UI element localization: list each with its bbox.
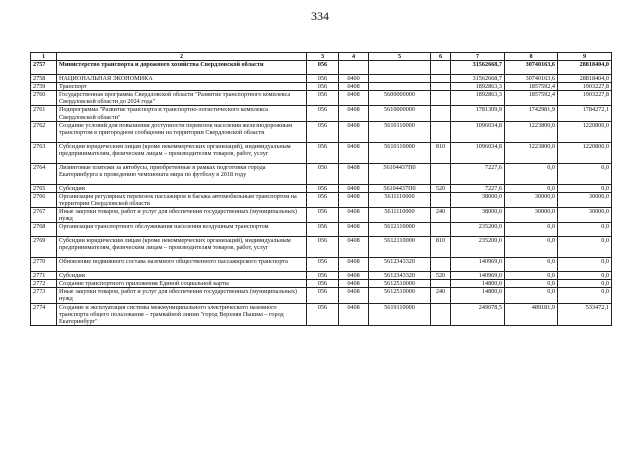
- ministry-code: 056: [307, 192, 339, 207]
- section-code: 0408: [339, 280, 369, 288]
- row-number: 2760: [31, 91, 57, 106]
- table-body: [31, 61, 612, 326]
- table-row: [31, 163, 612, 184]
- row-number: 2769: [31, 237, 57, 258]
- ministry-code: 056: [307, 258, 339, 272]
- table-row: [31, 258, 612, 272]
- expense-type-code: 810: [431, 237, 451, 258]
- amount-year-1: 31562668,7: [451, 61, 505, 75]
- amount-year-1: 31562668,7: [451, 75, 505, 83]
- amount-year-3: 1220800,0: [558, 121, 612, 142]
- amount-year-3: 0,0: [558, 237, 612, 258]
- amount-year-1: 249078,5: [451, 303, 505, 325]
- target-code: 5612110000: [369, 237, 431, 258]
- target-code: [369, 75, 431, 83]
- target-code: 5612510000: [369, 280, 431, 288]
- amount-year-3: 28818404,0: [558, 61, 612, 75]
- row-number: 2765: [31, 184, 57, 192]
- section-code: 0408: [339, 83, 369, 91]
- amount-year-2: 1742981,9: [505, 106, 558, 121]
- row-name: Организация регулярных перевозок пассажиров и багажа автомобильным транспортом на территории Свердловской области: [57, 192, 307, 207]
- amount-year-3: 0,0: [558, 272, 612, 280]
- target-code: 56104437П0: [369, 163, 431, 184]
- ministry-code: 056: [307, 288, 339, 303]
- row-number: 2759: [31, 83, 57, 91]
- ministry-code: 056: [307, 75, 339, 83]
- column-header: 9: [558, 53, 612, 61]
- table-row: [31, 303, 612, 325]
- row-number: 2772: [31, 280, 57, 288]
- amount-year-1: 38000,0: [451, 207, 505, 222]
- amount-year-1: 140969,0: [451, 272, 505, 280]
- amount-year-1: 1892863,3: [451, 83, 505, 91]
- table-row: [31, 223, 612, 237]
- table-row: [31, 142, 612, 163]
- column-header: 3: [307, 53, 339, 61]
- expense-type-code: [431, 75, 451, 83]
- expense-type-code: [431, 280, 451, 288]
- target-code: 56104437П0: [369, 184, 431, 192]
- amount-year-3: 0,0: [558, 280, 612, 288]
- ministry-code: 056: [307, 106, 339, 121]
- row-number: 2766: [31, 192, 57, 207]
- expense-type-code: [431, 106, 451, 121]
- amount-year-3: 30000,0: [558, 192, 612, 207]
- target-code: 5612343320: [369, 272, 431, 280]
- amount-year-1: 235200,0: [451, 237, 505, 258]
- ministry-code: 056: [307, 61, 339, 75]
- table-row: [31, 61, 612, 75]
- table-row: [31, 184, 612, 192]
- row-name: Обновление подвижного состава наземного общественного пассажирского транспорта: [57, 258, 307, 272]
- amount-year-3: 0,0: [558, 184, 612, 192]
- amount-year-1: 7227,6: [451, 184, 505, 192]
- column-header: 6: [431, 53, 451, 61]
- table-row: [31, 237, 612, 258]
- amount-year-1: 1781309,9: [451, 106, 505, 121]
- column-header: 8: [505, 53, 558, 61]
- table-row: [31, 91, 612, 106]
- target-code: 5610110000: [369, 142, 431, 163]
- row-name: НАЦИОНАЛЬНАЯ ЭКОНОМИКА: [57, 75, 307, 83]
- amount-year-3: 1903227,8: [558, 83, 612, 91]
- row-name: Субсидии: [57, 272, 307, 280]
- amount-year-2: 1857592,4: [505, 83, 558, 91]
- section-code: 0408: [339, 288, 369, 303]
- amount-year-3: 0,0: [558, 223, 612, 237]
- table-row: [31, 106, 612, 121]
- ministry-code: 056: [307, 303, 339, 325]
- amount-year-3: 0,0: [558, 258, 612, 272]
- section-code: 0408: [339, 237, 369, 258]
- amount-year-2: 0,0: [505, 184, 558, 192]
- expense-type-code: 240: [431, 288, 451, 303]
- expense-type-code: [431, 258, 451, 272]
- amount-year-3: 30000,0: [558, 207, 612, 222]
- target-code: [369, 61, 431, 75]
- amount-year-2: 0,0: [505, 280, 558, 288]
- expense-type-code: [431, 121, 451, 142]
- section-code: 0408: [339, 163, 369, 184]
- expense-type-code: [431, 163, 451, 184]
- amount-year-2: 0,0: [505, 163, 558, 184]
- expense-type-code: 810: [431, 142, 451, 163]
- expense-type-code: 240: [431, 207, 451, 222]
- amount-year-2: 30000,0: [505, 207, 558, 222]
- expense-type-code: 520: [431, 272, 451, 280]
- section-code: 0408: [339, 258, 369, 272]
- column-header: 2: [57, 53, 307, 61]
- row-number: 2771: [31, 272, 57, 280]
- amount-year-1: 235200,0: [451, 223, 505, 237]
- row-number: 2757: [31, 61, 57, 75]
- row-name: Субсидии юридическим лицам (кроме некоммерческих организаций), индивидуальным предпринимателям, физическим лицам – производителям товаров, работ, услуг: [57, 237, 307, 258]
- row-number: 2761: [31, 106, 57, 121]
- target-code: 5619110000: [369, 303, 431, 325]
- expense-type-code: 520: [431, 184, 451, 192]
- amount-year-2: 0,0: [505, 237, 558, 258]
- amount-year-2: 0,0: [505, 288, 558, 303]
- row-name: Лизинговые платежи за автобусы, приобретенные в рамках подготовки города Екатеринбурга к проведению чемпионата мира по футболу в 2018 году: [57, 163, 307, 184]
- ministry-code: 056: [307, 280, 339, 288]
- amount-year-2: 0,0: [505, 223, 558, 237]
- ministry-code: 056: [307, 223, 339, 237]
- target-code: [369, 83, 431, 91]
- target-code: 5611110000: [369, 207, 431, 222]
- target-code: 5612110000: [369, 223, 431, 237]
- row-name: Субсидии юридическим лицам (кроме некоммерческих организаций), индивидуальным предпринимателям, физическим лицам – производителям товаров, работ, услуг: [57, 142, 307, 163]
- expense-type-code: [431, 223, 451, 237]
- ministry-code: 056: [307, 184, 339, 192]
- ministry-code: 056: [307, 207, 339, 222]
- expense-type-code: [431, 192, 451, 207]
- target-code: 5612343320: [369, 258, 431, 272]
- row-name: Иные закупки товаров, работ и услуг для обеспечения государственных (муниципальных) нужд: [57, 207, 307, 222]
- section-code: 0408: [339, 272, 369, 280]
- amount-year-1: 140969,0: [451, 258, 505, 272]
- row-number: 2773: [31, 288, 57, 303]
- section-code: 0408: [339, 121, 369, 142]
- row-name: Субсидии: [57, 184, 307, 192]
- amount-year-2: 30740163,6: [505, 61, 558, 75]
- amount-year-2: 489181,9: [505, 303, 558, 325]
- section-code: 0408: [339, 106, 369, 121]
- section-code: 0408: [339, 192, 369, 207]
- section-code: 0408: [339, 91, 369, 106]
- target-code: 5610000000: [369, 106, 431, 121]
- target-code: 5610110000: [369, 121, 431, 142]
- target-code: 5600000000: [369, 91, 431, 106]
- amount-year-3: 28818404,0: [558, 75, 612, 83]
- amount-year-3: 0,0: [558, 288, 612, 303]
- table-row: [31, 272, 612, 280]
- ministry-code: 056: [307, 83, 339, 91]
- amount-year-1: 14800,0: [451, 288, 505, 303]
- amount-year-3: 0,0: [558, 163, 612, 184]
- amount-year-3: 1784272,1: [558, 106, 612, 121]
- table-row: [31, 83, 612, 91]
- section-code: 0408: [339, 207, 369, 222]
- row-number: 2763: [31, 142, 57, 163]
- ministry-code: 056: [307, 237, 339, 258]
- section-code: 0408: [339, 223, 369, 237]
- row-number: 2764: [31, 163, 57, 184]
- header-row: [31, 53, 612, 61]
- row-number: 2762: [31, 121, 57, 142]
- expense-type-code: [431, 303, 451, 325]
- row-number: 2758: [31, 75, 57, 83]
- amount-year-3: 1220800,0: [558, 142, 612, 163]
- amount-year-1: 38000,0: [451, 192, 505, 207]
- column-header: 7: [451, 53, 505, 61]
- table-row: [31, 192, 612, 207]
- expense-type-code: [431, 83, 451, 91]
- row-name: Создание транспортного приложения Единой социальной карты: [57, 280, 307, 288]
- ministry-code: 056: [307, 272, 339, 280]
- amount-year-2: 1857592,4: [505, 91, 558, 106]
- amount-year-2: 0,0: [505, 258, 558, 272]
- expense-type-code: [431, 61, 451, 75]
- amount-year-3: 533472,1: [558, 303, 612, 325]
- table-row: [31, 280, 612, 288]
- row-name: Создание и эксплуатация системы межмуниципального электрического наземного транспорта общего пользования – трамвайной линии "город Верхняя Пышма – город Екатеринбург": [57, 303, 307, 325]
- section-code: 0400: [339, 75, 369, 83]
- table-row: [31, 121, 612, 142]
- amount-year-2: 1223800,0: [505, 142, 558, 163]
- amount-year-2: 1223800,0: [505, 121, 558, 142]
- row-name: Организация транспортного обслуживания населения воздушным транспортом: [57, 223, 307, 237]
- ministry-code: 056: [307, 163, 339, 184]
- amount-year-2: 30740163,6: [505, 75, 558, 83]
- row-number: 2774: [31, 303, 57, 325]
- ministry-code: 056: [307, 142, 339, 163]
- row-name: Подпрограмма "Развитие транспорта и транспортно-логистического комплекса Свердловской области": [57, 106, 307, 121]
- amount-year-1: 1096034,8: [451, 142, 505, 163]
- row-name: Иные закупки товаров, работ и услуг для обеспечения государственных (муниципальных) нужд: [57, 288, 307, 303]
- amount-year-1: 1096034,8: [451, 121, 505, 142]
- row-number: 2768: [31, 223, 57, 237]
- row-number: 2767: [31, 207, 57, 222]
- amount-year-1: 1892863,3: [451, 91, 505, 106]
- amount-year-2: 30000,0: [505, 192, 558, 207]
- table-row: [31, 75, 612, 83]
- amount-year-2: 0,0: [505, 272, 558, 280]
- section-code: [339, 61, 369, 75]
- target-code: 5611110000: [369, 192, 431, 207]
- ministry-code: 056: [307, 91, 339, 106]
- budget-table: [30, 52, 612, 326]
- page-number: 334: [311, 9, 329, 23]
- table-row: [31, 207, 612, 222]
- section-code: 0408: [339, 142, 369, 163]
- section-code: 0408: [339, 184, 369, 192]
- row-name: Государственная программа Свердловской области "Развитие транспортного комплекса Свердловской области до 2024 года": [57, 91, 307, 106]
- row-name: Транспорт: [57, 83, 307, 91]
- ministry-code: 056: [307, 121, 339, 142]
- column-header: 5: [369, 53, 431, 61]
- expense-type-code: [431, 91, 451, 106]
- amount-year-1: 7227,6: [451, 163, 505, 184]
- target-code: 5612510000: [369, 288, 431, 303]
- column-header: 4: [339, 53, 369, 61]
- amount-year-3: 1903227,8: [558, 91, 612, 106]
- row-name: Создание условий для повышения доступности перевозок населения железнодорожным транспортом в пригородном сообщении на территории Свердловской области: [57, 121, 307, 142]
- amount-year-1: 14800,0: [451, 280, 505, 288]
- row-number: 2770: [31, 258, 57, 272]
- column-header: 1: [31, 53, 57, 61]
- row-name: Министерство транспорта и дорожного хозяйства Свердловской области: [57, 61, 307, 75]
- table-row: [31, 288, 612, 303]
- section-code: 0408: [339, 303, 369, 325]
